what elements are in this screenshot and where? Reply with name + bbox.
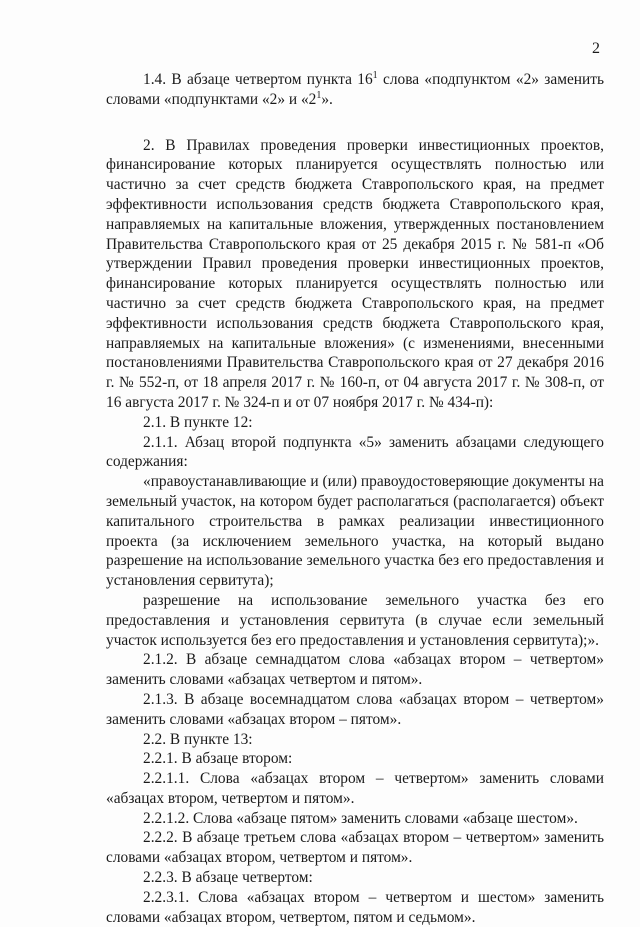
paragraph-2-1: 2.1. В пункте 12:: [143, 413, 253, 431]
paragraph-2: 2. В Правилах проведения проверки инвестиционных проектов, финансирование которых планируется осуществлять полностью или частично за счет средств бюджета Ставропольского края, на предмет эффективности использования средств бюджета Ставропольского края, направляемых на капитальные вложения, утвержденных постановлением Правительства Ставропольского края от 25 декабря 2015 г. № 581-п «Об утверждении Правил проведения проверки инвестиционных проектов, финансирование которых планируется осуществлять полностью или частично за счет средств бюджета Ставропольского края, на предмет эффективности использования средств бюджета Ставропольского края, направляемых на капитальные вложения» (с изменениями, внесенными постановлениями Правительства Ставропольского края от 27 декабря 2016 г. № 552-п, от 18 апреля 2017 г. № 160-п, от 04 августа 2017 г. № 308-п, от 16 августа 2017 г. № 324-п и от 07 ноября 2017 г. № 434-п):: [106, 136, 604, 411]
paragraph-2-2-1-2: 2.2.1.2. Слова «абзаце пятом» заменить словами «абзаце шестом».: [143, 809, 578, 827]
document-body: [106, 70, 604, 927]
paragraph-2-1-2: 2.1.2. В абзаце семнадцатом слова «абзацах втором – четвертом» заменить словами «абзацах четвертом и пятом».: [106, 651, 604, 689]
paragraph-quote-2: разрешение на использование земельного участка без его предоставления и установления сервитута (в случае если земельный участок используется без его предоставления и установления сервитута);».: [106, 591, 604, 649]
paragraph-2-2-1-1: 2.2.1.1. Слова «абзацах втором – четвертом» заменить словами «абзацах втором, четвертом и пятом».: [106, 770, 604, 807]
paragraph-quote-1: «правоустанавливающие и (или) правоудостоверяющие документы на земельный участок, на котором будет располагаться (располагается) объект капитального строительства в рамках реализации инвестиционного проекта (за исключением земельного участка, на который выдано разрешение на использование земельного участка без его предоставления и установления сервитута);: [106, 473, 604, 590]
paragraph-2-2-2: 2.2.2. В абзаце третьем слова «абзацах втором – четвертом» заменить словами «абзацах втором, четвертом и пятом».: [106, 829, 604, 867]
paragraph-2-2-3: 2.2.3. В абзаце четвертом:: [143, 869, 313, 887]
paragraph-2-1-3: 2.1.3. В абзаце восемнадцатом слова «абзацах втором – четвертом» заменить словами «абзацах втором – пятом».: [106, 690, 604, 728]
paragraph-2-1-1: 2.1.1. Абзац второй подпункта «5» заменить абзацами следующего содержания:: [106, 433, 604, 471]
p1-mid: слова «подпунктом «2» заменить словами «подпунктами «2» и «2: [106, 71, 604, 108]
p1-before: 1.4. В абзаце четвертом пункта 16: [143, 71, 373, 88]
paragraph-2-2-3-1: 2.2.3.1. Слова «абзацах втором – четвертом и шестом» заменить словами «абзацах втором, четвертом, пятом и седьмом».: [106, 888, 604, 926]
superscript-1: 1: [372, 69, 378, 81]
page-number: 2: [592, 40, 600, 57]
paragraph-1-4: [106, 70, 604, 110]
paragraph-2-2: 2.2. В пункте 13:: [143, 730, 253, 748]
superscript-2: 1: [316, 89, 322, 101]
paragraph-2-2-1: 2.2.1. В абзаце втором:: [143, 750, 293, 768]
p1-after: ».: [321, 90, 333, 108]
